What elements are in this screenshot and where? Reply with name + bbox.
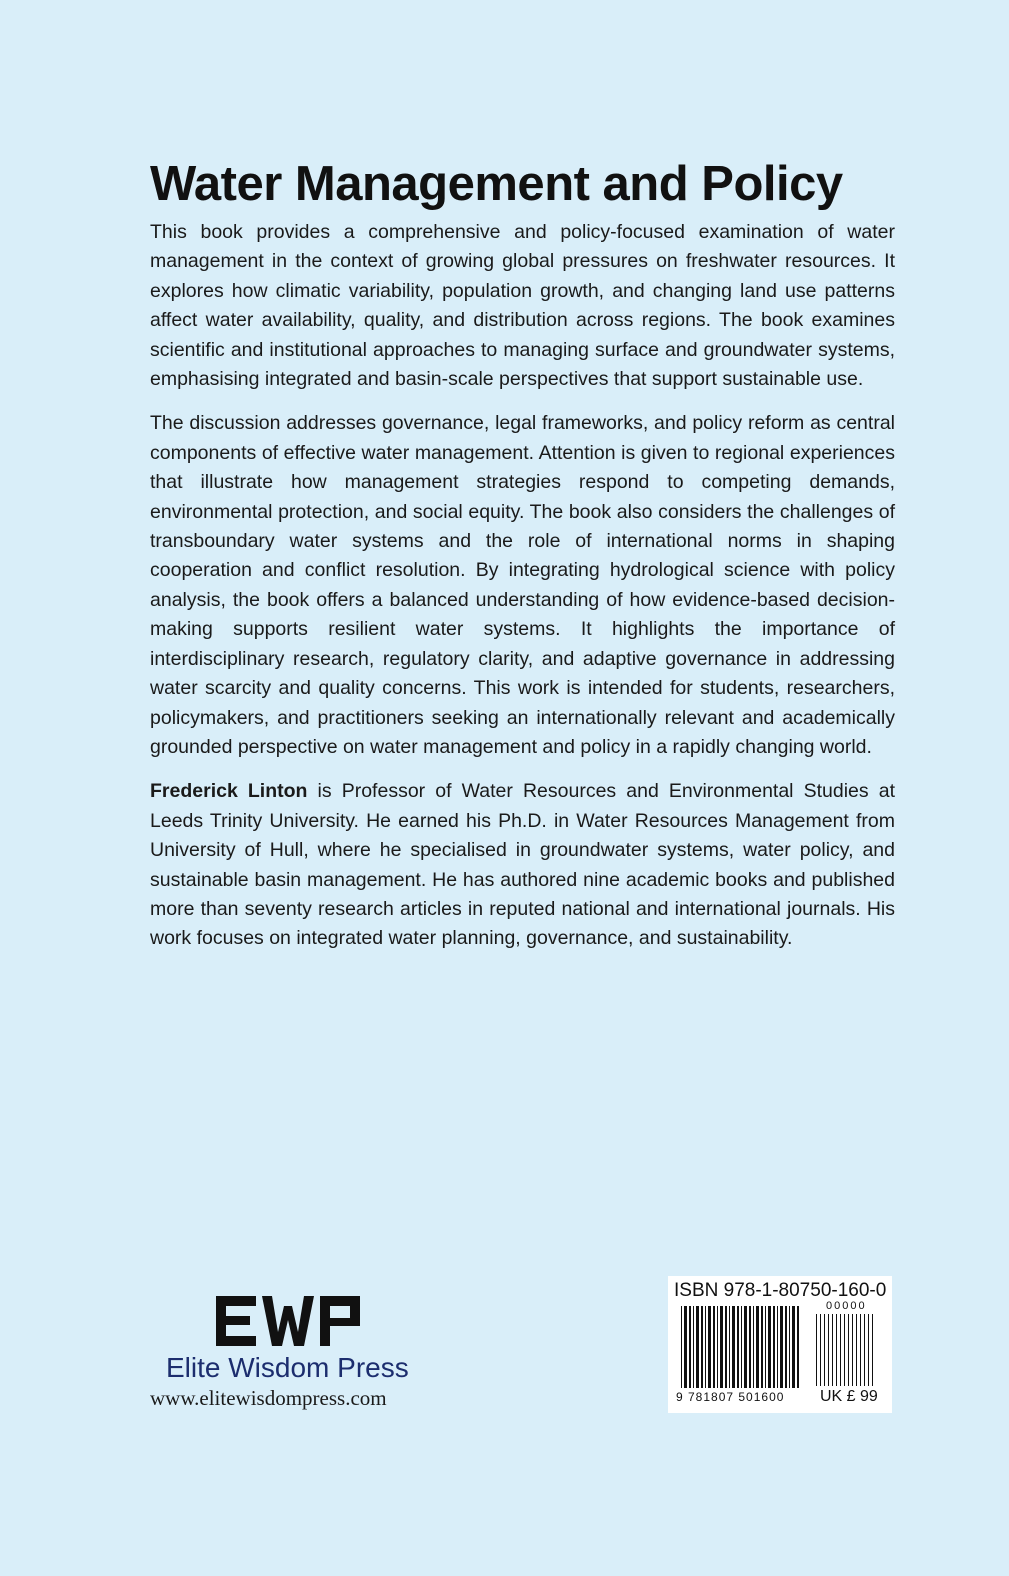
barcode-digits: 9 781807 501600 (676, 1390, 785, 1404)
barcode-addon-bar (824, 1314, 825, 1386)
barcode-bar (744, 1306, 747, 1388)
barcode-bar (684, 1306, 687, 1388)
blurb-paragraph-2: The discussion addresses governance, legal frameworks, and policy reform as central components of effective water management. Attention is given to regional experiences that illustrate how management strategies respond to competing demands, environmental protection, and social equity. The book also considers the challenges of transboundary water systems and the role of international norms in shaping cooperation and conflict resolution. By integrating hydrological science with policy analysis, the book offers a balanced understanding of how evidence-based decision-making supports resilient water systems. It highlights the importance of interdisciplinary research, regulatory clarity, and adaptive governance in addressing water scarcity and quality concerns. This work is intended for students, researchers, policymakers, and practitioners seeking an internationally relevant and academically grounded perspective on water management and policy in a rapidly changing world. (150, 412, 895, 758)
barcode-addon-bar (860, 1314, 861, 1386)
barcode-bar (729, 1306, 730, 1388)
barcode-bar (732, 1306, 735, 1388)
barcode-bar (725, 1306, 727, 1388)
barcode-addon-bar (872, 1314, 873, 1386)
author-name: Frederick Linton (150, 780, 308, 803)
price-label: UK £ 99 (820, 1388, 878, 1405)
barcode-bar (777, 1306, 778, 1388)
barcode-bar (773, 1306, 775, 1388)
barcode-bar (761, 1306, 763, 1388)
barcode-addon-bar (868, 1314, 869, 1386)
barcode-bar (720, 1306, 723, 1388)
barcode-bar (689, 1306, 691, 1388)
barcode-addon-bar (820, 1314, 821, 1386)
barcode-bar (785, 1306, 787, 1388)
barcode-addon-bar (852, 1314, 853, 1386)
isbn-label: ISBN 978-1-80750-160-0 (674, 1280, 887, 1301)
barcode-icon (681, 1306, 801, 1388)
barcode-bar (696, 1306, 699, 1388)
barcode-panel (668, 1276, 892, 1413)
barcode-bar (705, 1306, 706, 1388)
author-bio (150, 777, 895, 953)
author-bio-text: is Professor of Water Resources and Environmental Studies at Leeds Trinity University. He earned his Ph.D. in Water Resources Management from University of Hull, where he specialised in groundwater systems, water policy, and sustainable basin management. He has authored nine academic books and published more than seventy research articles in reputed national and international journals. His work focuses on integrated water planning, governance, and sustainability. (150, 780, 895, 950)
barcode-addon-bar (848, 1314, 849, 1386)
blurb-paragraph-1: This book provides a comprehensive and policy-focused examination of water management in the context of growing global pressures on freshwater resources. It explores how climatic variability, population growth, and changing land use patterns affect water availability, quality, and distribution across regions. The book examines scientific and institutional approaches to managing surface and groundwater systems, emphasising integrated and basin-scale perspectives that support sustainable use. (150, 221, 895, 391)
barcode-bar (765, 1306, 766, 1388)
publisher-name: Elite Wisdom Press (166, 1352, 409, 1383)
barcode-addon-bar (836, 1314, 837, 1386)
barcode-bar (756, 1306, 759, 1388)
publisher-logo (150, 1296, 435, 1411)
barcode-bar (741, 1306, 742, 1388)
barcode-addon-bar (856, 1314, 857, 1386)
barcode-addon-bar (840, 1314, 841, 1386)
barcode-bar (753, 1306, 754, 1388)
ewp-logo-icon (216, 1296, 364, 1346)
barcode-bar (708, 1306, 711, 1388)
barcode-bar (797, 1306, 799, 1388)
barcode-addon-bar (844, 1314, 845, 1386)
barcode-addon-icon (816, 1314, 876, 1386)
publisher-url: www.elitewisdompress.com (150, 1386, 387, 1410)
barcode-bar (792, 1306, 795, 1388)
barcode-bar (768, 1306, 771, 1388)
barcode-bar (737, 1306, 739, 1388)
barcode-bar (749, 1306, 751, 1388)
barcode-bar (789, 1306, 790, 1388)
barcode-bar (681, 1306, 682, 1388)
barcode-addon-bar (864, 1314, 865, 1386)
barcode-bar (701, 1306, 703, 1388)
barcode-addon-bar (832, 1314, 833, 1386)
barcode-addon-bar (816, 1314, 817, 1386)
blurb (150, 218, 895, 969)
barcode-addon-bar (828, 1314, 829, 1386)
barcode-bar (780, 1306, 783, 1388)
barcode-bar (717, 1306, 718, 1388)
book-title: Water Management and Policy (150, 157, 843, 211)
barcode-bar (713, 1306, 715, 1388)
barcode-addon-digits: 00000 (826, 1300, 867, 1312)
barcode-bar (693, 1306, 694, 1388)
